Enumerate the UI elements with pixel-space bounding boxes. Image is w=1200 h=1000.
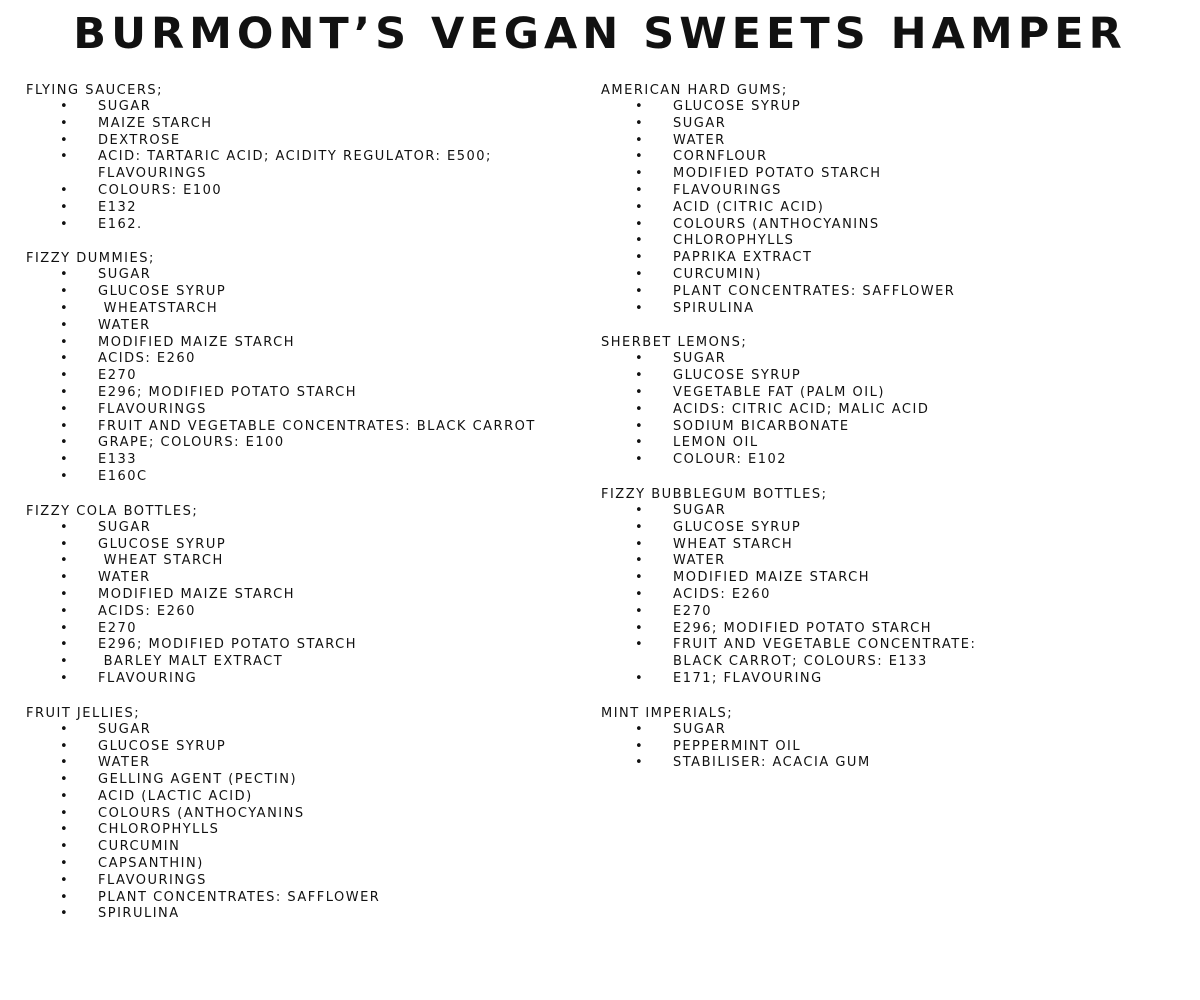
ingredient-item [26, 604, 586, 621]
ingredient-text: WHEAT STARCH [98, 553, 224, 569]
bullet-icon: • [60, 384, 70, 400]
ingredient-text: SUGAR [98, 721, 152, 737]
page-title: BURMONT’S VEGAN SWEETS HAMPER [73, 9, 1127, 59]
bullet-icon: • [635, 182, 645, 198]
ingredient-text: CAPSANTHIN) [98, 856, 204, 872]
ingredient-text: FLAVOURING [98, 670, 198, 686]
bullet-icon: • [635, 99, 645, 114]
ingredient-list [26, 722, 586, 924]
bullet-icon: • [635, 266, 645, 282]
ingredient-item [26, 806, 586, 823]
ingredient-item [26, 318, 586, 335]
ingredient-text: MODIFIED MAIZE STARCH [98, 586, 295, 602]
bullet-icon: • [60, 721, 70, 737]
ingredient-text: DEXTROSE [98, 132, 181, 148]
ingredient-item [601, 267, 1181, 284]
ingredient-text: SPIRULINA [673, 300, 755, 316]
ingredient-item [601, 637, 1181, 671]
section-title: FIZZY COLA BOTTLES; [26, 503, 199, 519]
section-title: FLYING SAUCERS; [26, 83, 164, 98]
ingredient-item [26, 419, 586, 436]
bullet-icon: • [60, 906, 70, 922]
ingredient-text: MODIFIED MAIZE STARCH [98, 334, 295, 350]
bullet-icon: • [60, 654, 70, 670]
ingredient-text: CHLOROPHYLLS [673, 233, 795, 249]
bullet-icon: • [60, 603, 70, 619]
ingredient-item [26, 890, 586, 907]
ingredient-text: E296; MODIFIED POTATO STARCH [98, 384, 358, 400]
bullet-icon: • [635, 586, 645, 602]
bullet-icon: • [60, 586, 70, 602]
ingredient-text: PEPPERMINT OIL [673, 738, 802, 754]
ingredient-text: SPIRULINA [98, 906, 180, 922]
bullet-icon: • [60, 452, 70, 468]
ingredient-text: SUGAR [98, 99, 152, 114]
section-title: FRUIT JELLIES; [26, 705, 141, 721]
ingredient-item [26, 553, 586, 570]
ingredient-item [601, 503, 1181, 520]
bullet-icon: • [60, 553, 70, 569]
section-sherbet-lemons [601, 334, 1181, 469]
ingredient-item [601, 351, 1181, 368]
bullet-icon: • [635, 570, 645, 586]
ingredient-item [601, 149, 1181, 166]
ingredient-item [26, 621, 586, 638]
ingredient-list [601, 722, 1181, 772]
bullet-icon: • [635, 368, 645, 384]
section-fruit-jellies [26, 705, 586, 924]
ingredient-item [26, 739, 586, 756]
ingredient-text: COLOURS (ANTHOCYANINS [98, 805, 305, 821]
ingredient-item [601, 284, 1181, 301]
ingredient-text: BARLEY MALT EXTRACT [98, 654, 284, 670]
ingredient-text: E296; MODIFIED POTATO STARCH [673, 620, 933, 636]
ingredient-item [26, 906, 586, 923]
ingredient-text: MAIZE STARCH [98, 115, 213, 131]
ingredient-text: WATER [673, 553, 726, 569]
section-title: FIZZY BUBBLEGUM BOTTLES; [601, 486, 828, 502]
bullet-icon: • [635, 721, 645, 737]
bullet-icon: • [60, 351, 70, 367]
ingredient-item [26, 284, 586, 301]
ingredient-text: E132 [98, 199, 138, 215]
bullet-icon: • [635, 418, 645, 434]
ingredient-item [26, 469, 586, 486]
ingredient-item [26, 452, 586, 469]
ingredient-item [26, 385, 586, 402]
ingredient-item [26, 587, 586, 604]
ingredient-text: SUGAR [673, 115, 727, 131]
bullet-icon: • [635, 233, 645, 249]
bullet-icon: • [635, 603, 645, 619]
ingredient-item [26, 570, 586, 587]
bullet-icon: • [635, 149, 645, 165]
ingredient-list [601, 99, 1181, 317]
ingredient-item [26, 402, 586, 419]
ingredient-text: E162. [98, 216, 143, 232]
ingredient-text: PAPRIKA EXTRACT [673, 250, 813, 266]
ingredient-text: E133 [98, 452, 138, 468]
ingredient-text: GLUCOSE SYRUP [673, 519, 802, 535]
bullet-icon: • [60, 805, 70, 821]
ingredient-text: CORNFLOUR [673, 149, 768, 165]
ingredient-text: SUGAR [98, 519, 152, 535]
ingredient-text: SUGAR [673, 721, 727, 737]
bullet-icon: • [60, 570, 70, 586]
ingredient-item [26, 435, 586, 452]
section-fizzy-dummies [26, 250, 586, 485]
ingredient-text: E296; MODIFIED POTATO STARCH [98, 637, 358, 653]
bullet-icon: • [60, 468, 70, 484]
ingredient-text: SUGAR [673, 351, 727, 367]
ingredient-item [26, 368, 586, 385]
ingredient-item [26, 722, 586, 739]
bullet-icon: • [635, 553, 645, 569]
ingredient-item [601, 250, 1181, 267]
ingredient-item [26, 654, 586, 671]
bullet-icon: • [635, 199, 645, 215]
ingredient-text: ACID (LACTIC ACID) [98, 788, 253, 804]
ingredient-item [26, 133, 586, 150]
section-mint-imperials [601, 705, 1181, 772]
bullet-icon: • [635, 132, 645, 148]
ingredient-text: COLOUR: E102 [673, 452, 788, 468]
ingredient-item [601, 452, 1181, 469]
ingredient-text: STABILISER: ACACIA GUM [673, 755, 871, 771]
ingredient-text: SODIUM BICARBONATE [673, 418, 850, 434]
ingredient-text: GLUCOSE SYRUP [98, 284, 227, 300]
bullet-icon: • [60, 637, 70, 653]
ingredient-text: MODIFIED POTATO STARCH [673, 166, 882, 182]
bullet-icon: • [60, 334, 70, 350]
ingredient-text: FLAVOURINGS [673, 182, 782, 198]
ingredient-text: E160C [98, 468, 148, 484]
bullet-icon: • [635, 283, 645, 299]
ingredient-item [601, 233, 1181, 250]
ingredient-item [601, 200, 1181, 217]
bullet-icon: • [635, 670, 645, 686]
bullet-icon: • [635, 519, 645, 535]
ingredient-text: WHEAT STARCH [673, 536, 794, 552]
ingredient-text: CURCUMIN) [673, 266, 762, 282]
ingredient-text: WHEATSTARCH [98, 300, 219, 316]
bullet-icon: • [60, 856, 70, 872]
ingredient-text: PLANT CONCENTRATES: SAFFLOWER [98, 889, 381, 905]
ingredient-item [601, 621, 1181, 638]
ingredient-text: ACIDS: E260 [673, 586, 771, 602]
bullet-icon: • [635, 300, 645, 316]
ingredient-text: ACID: TARTARIC ACID; ACIDITY REGULATOR: E500; FLAVOURINGS [98, 149, 492, 182]
ingredient-item [601, 183, 1181, 200]
ingredient-item [26, 351, 586, 368]
ingredient-item [26, 335, 586, 352]
ingredient-item [26, 873, 586, 890]
ingredient-item [26, 520, 586, 537]
ingredient-item [26, 183, 586, 200]
bullet-icon: • [635, 435, 645, 451]
ingredient-text: GELLING AGENT (PECTIN) [98, 772, 298, 788]
ingredient-item [601, 435, 1181, 452]
ingredient-item [601, 133, 1181, 150]
bullet-icon: • [635, 401, 645, 417]
ingredient-text: ACID (CITRIC ACID) [673, 199, 825, 215]
ingredient-item [601, 671, 1181, 688]
ingredient-text: ACIDS: CITRIC ACID; MALIC ACID [673, 401, 930, 417]
bullet-icon: • [60, 755, 70, 771]
bullet-icon: • [635, 452, 645, 468]
bullet-icon: • [60, 738, 70, 754]
bullet-icon: • [60, 839, 70, 855]
ingredient-text: E270 [98, 620, 138, 636]
ingredient-text: E270 [98, 368, 138, 384]
ingredient-text: COLOURS (ANTHOCYANINS [673, 216, 880, 232]
ingredient-text: E270 [673, 603, 713, 619]
bullet-icon: • [635, 620, 645, 636]
ingredient-item [26, 822, 586, 839]
bullet-icon: • [60, 788, 70, 804]
bullet-icon: • [60, 317, 70, 333]
ingredient-text: WATER [98, 317, 151, 333]
ingredient-item [601, 537, 1181, 554]
ingredient-item [26, 772, 586, 789]
ingredient-text: VEGETABLE FAT (PALM OIL) [673, 384, 885, 400]
bullet-icon: • [635, 536, 645, 552]
bullet-icon: • [60, 620, 70, 636]
ingredient-item [601, 755, 1181, 772]
ingredient-item [601, 301, 1181, 318]
ingredient-text: FRUIT AND VEGETABLE CONCENTRATE: BLACK CARROT; COLOURS: E133 [673, 637, 977, 670]
bullet-icon: • [60, 368, 70, 384]
ingredient-text: CHLOROPHYLLS [98, 822, 220, 838]
bullet-icon: • [60, 115, 70, 131]
ingredient-item [26, 755, 586, 772]
ingredient-item [601, 419, 1181, 436]
ingredient-item [601, 722, 1181, 739]
ingredient-item [601, 587, 1181, 604]
ingredient-item [601, 116, 1181, 133]
ingredient-list [26, 99, 586, 233]
bullet-icon: • [60, 199, 70, 215]
bullet-icon: • [635, 216, 645, 232]
bullet-icon: • [60, 772, 70, 788]
ingredient-item [601, 570, 1181, 587]
ingredient-text: LEMON OIL [673, 435, 759, 451]
ingredient-item [601, 604, 1181, 621]
ingredient-item [601, 99, 1181, 116]
section-title: FIZZY DUMMIES; [26, 251, 155, 267]
ingredient-text: FLAVOURINGS [98, 872, 207, 888]
ingredient-item [26, 149, 586, 183]
ingredient-text: ACIDS: E260 [98, 351, 196, 367]
ingredient-list [26, 520, 586, 688]
ingredient-text: CURCUMIN [98, 839, 181, 855]
bullet-icon: • [635, 755, 645, 771]
bullet-icon: • [60, 300, 70, 316]
bullet-icon: • [60, 519, 70, 535]
bullet-icon: • [60, 670, 70, 686]
left-column [26, 82, 586, 940]
section-american-hard-gums [601, 82, 1181, 317]
bullet-icon: • [60, 872, 70, 888]
ingredient-item [26, 789, 586, 806]
ingredient-item [26, 856, 586, 873]
ingredient-text: GRAPE; COLOURS: E100 [98, 435, 285, 451]
bullet-icon: • [60, 99, 70, 114]
section-flying-saucers [26, 82, 586, 233]
ingredient-text: WATER [98, 570, 151, 586]
ingredient-text: WATER [673, 132, 726, 148]
ingredient-text: GLUCOSE SYRUP [673, 99, 802, 114]
ingredient-item [26, 839, 586, 856]
ingredient-text: PLANT CONCENTRATES: SAFFLOWER [673, 283, 956, 299]
ingredient-item [601, 553, 1181, 570]
ingredient-text: ACIDS: E260 [98, 603, 196, 619]
ingredient-text: COLOURS: E100 [98, 182, 223, 198]
bullet-icon: • [60, 132, 70, 148]
section-title: SHERBET LEMONS; [601, 335, 748, 351]
ingredient-text: GLUCOSE SYRUP [98, 738, 227, 754]
bullet-icon: • [60, 284, 70, 300]
right-column [601, 82, 1181, 789]
bullet-icon: • [60, 889, 70, 905]
bullet-icon: • [635, 166, 645, 182]
section-title: AMERICAN HARD GUMS; [601, 83, 788, 98]
bullet-icon: • [60, 216, 70, 232]
ingredient-text: MODIFIED MAIZE STARCH [673, 570, 870, 586]
bullet-icon: • [635, 115, 645, 131]
ingredient-item [26, 301, 586, 318]
ingredient-item [601, 166, 1181, 183]
ingredient-item [26, 637, 586, 654]
section-title: MINT IMPERIALS; [601, 705, 734, 721]
section-fizzy-cola-bottles [26, 503, 586, 688]
bullet-icon: • [60, 267, 70, 283]
ingredient-text: WATER [98, 755, 151, 771]
ingredient-item [26, 99, 586, 116]
ingredient-item [26, 200, 586, 217]
ingredient-item [26, 671, 586, 688]
bullet-icon: • [60, 536, 70, 552]
bullet-icon: • [60, 418, 70, 434]
ingredient-item [26, 267, 586, 284]
bullet-icon: • [60, 435, 70, 451]
bullet-icon: • [635, 250, 645, 266]
ingredient-text: E171; FLAVOURING [673, 670, 823, 686]
ingredient-list [26, 267, 586, 485]
section-fizzy-bubblegum-bottles [601, 486, 1181, 688]
ingredient-item [601, 739, 1181, 756]
ingredient-item [601, 368, 1181, 385]
bullet-icon: • [635, 637, 645, 653]
ingredient-item [601, 217, 1181, 234]
bullet-icon: • [60, 182, 70, 198]
ingredient-text: GLUCOSE SYRUP [98, 536, 227, 552]
ingredient-item [601, 520, 1181, 537]
bullet-icon: • [60, 822, 70, 838]
ingredient-item [26, 217, 586, 234]
ingredient-item [26, 116, 586, 133]
ingredient-text: GLUCOSE SYRUP [673, 368, 802, 384]
bullet-icon: • [635, 384, 645, 400]
bullet-icon: • [635, 502, 645, 518]
ingredient-text: FRUIT AND VEGETABLE CONCENTRATES: BLACK CARROT [98, 418, 536, 434]
bullet-icon: • [635, 738, 645, 754]
ingredient-item [26, 537, 586, 554]
ingredient-text: FLAVOURINGS [98, 401, 207, 417]
bullet-icon: • [635, 351, 645, 367]
ingredient-item [601, 385, 1181, 402]
ingredient-text: SUGAR [673, 502, 727, 518]
ingredient-list [601, 503, 1181, 688]
bullet-icon: • [60, 401, 70, 417]
ingredient-item [601, 402, 1181, 419]
bullet-icon: • [60, 149, 70, 165]
ingredient-text: SUGAR [98, 267, 152, 283]
ingredient-list [601, 351, 1181, 469]
